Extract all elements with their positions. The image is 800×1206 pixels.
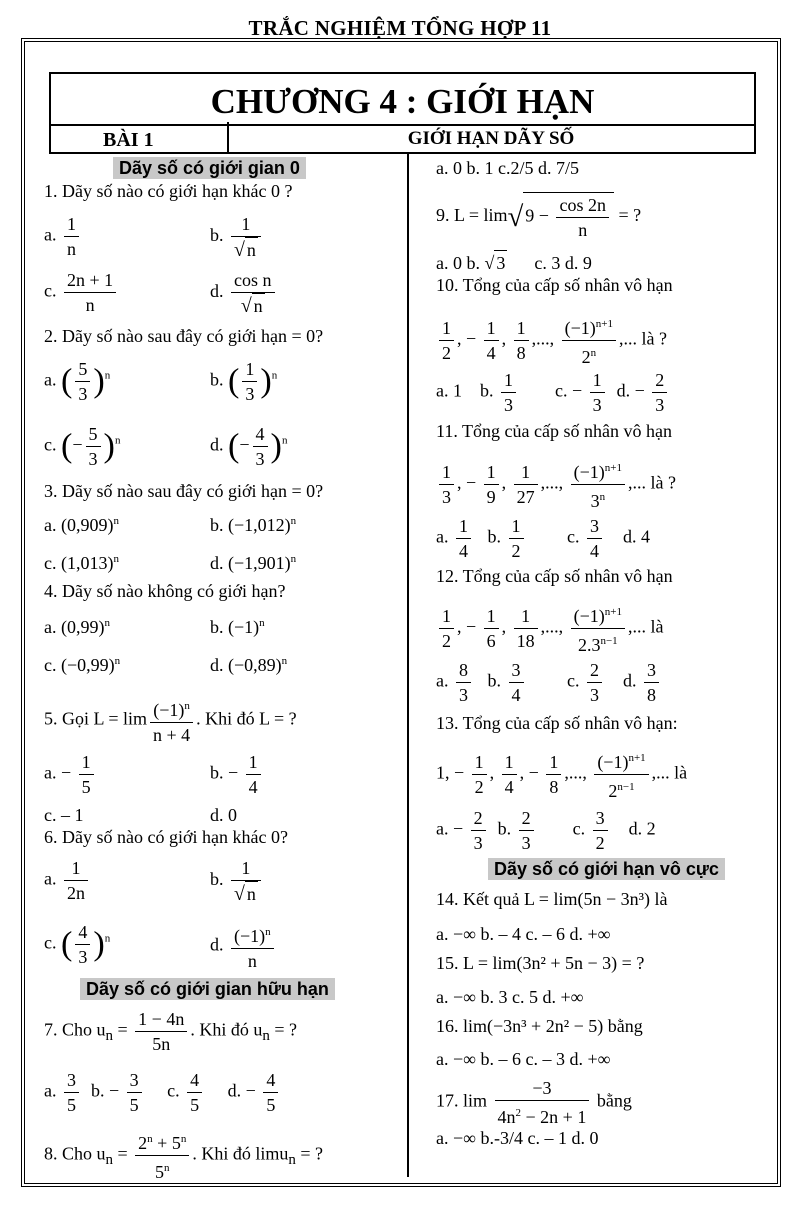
q3-option-b: b. $(-1,012)^n$ <box>210 515 297 535</box>
q1-option-a: a. $\frac{1}{n}$ <box>44 212 82 261</box>
lesson-header <box>49 122 756 154</box>
question-3: 3. Dãy số nào sau đây có giới hạn = 0? <box>44 481 324 501</box>
section-heading-infinite-limit: Dãy số có giới hạn vô cực <box>488 858 725 880</box>
chapter-title: CHƯƠNG 4 : GIỚI HẠN <box>49 72 756 126</box>
question-17: 17. lim $\frac{-3}{4n^2 - 2n + 1}$ bằng <box>436 1078 632 1127</box>
q7-options: a. $\frac{3}{5}$ b. − $\frac{3}{5}$ c. $\frac{4}{5}$ d. − $\frac{4}{5}$ <box>44 1068 281 1117</box>
q4-option-a: a. $(0,99)^n$ <box>44 617 110 637</box>
lesson-number: BÀI 1 <box>51 122 229 152</box>
question-15: 15. L = lim(3n² + 5n − 3) = ? <box>436 953 645 973</box>
q6-option-c: c. ( $\frac{4}{3}$ )$^n$ <box>44 922 111 967</box>
question-12: 12. Tổng của cấp số nhân vô hạn <box>436 566 673 586</box>
q14-options: a. −∞ b. – 4 c. – 6 d. +∞ <box>436 924 611 944</box>
q8-answers: a. 0 b. 1 c.2/5 d. 7/5 <box>436 158 579 178</box>
q10-series: $\frac{1}{2}$ , − $\frac{1}{4}$ , $\frac{1}{8}$ ,..., $\frac{(-1)^{n+1}}{2^n}$ ,... là ? <box>436 312 667 369</box>
q4-option-d: d. $(-0,89)^n$ <box>210 655 288 675</box>
question-5: 5. Gọi L = lim $\frac{(-1)^n}{n + 4}$ . Khi đó L = ? <box>44 694 297 747</box>
q9-options: a. 0 b. √ 3 c. 3 d. 9 <box>436 250 592 275</box>
q6-option-d: d. $\frac{(-1)^n}{n}$ <box>210 920 277 973</box>
question-8: 8. Cho $u_n$ = $\frac{2^n + 5^n}{5^n}$ . Khi đó limu$_n$ = ? <box>44 1127 323 1184</box>
column-divider <box>407 152 409 1177</box>
lesson-title: GIỚI HẠN DÃY SỐ <box>407 128 575 149</box>
q2-option-a: a. ( $\frac{5}{3}$ )$^n$ <box>44 359 111 404</box>
q6-option-b: b. $\frac{1}{√ n}$ <box>210 856 264 906</box>
q12-options: a. $\frac{8}{3}$ b. $\frac{3}{4}$ c. $\frac{2}{3}$ d. $\frac{3}{8}$ <box>436 658 662 707</box>
q11-options: a. $\frac{1}{4}$ b. $\frac{1}{2}$ c. $\frac{3}{4}$ d. 4 <box>436 516 650 561</box>
q1-option-d: d. $\frac{\text{cos n}}{√ n}$ <box>210 268 278 318</box>
q3-option-a: a. $(0,909)^n$ <box>44 515 119 535</box>
question-13: 13. Tổng của cấp số nhân vô hạn: <box>436 713 678 733</box>
q15-options: a. −∞ b. 3 c. 5 d. +∞ <box>436 987 584 1007</box>
question-2: 2. Dãy số nào sau đây có giới hạn = 0? <box>44 326 324 346</box>
question-10: 10. Tổng của cấp số nhân vô hạn <box>436 275 673 295</box>
q1-option-b: b. $\frac{1}{√ n}$ <box>210 212 264 262</box>
q4-option-b: b. $(-1)^n$ <box>210 617 265 637</box>
q2-option-b: b. ( $\frac{1}{3}$ )$^n$ <box>210 359 278 404</box>
section-heading-finite-limit: Dãy số có giới gian hữu hạn <box>80 978 335 1000</box>
question-1: 1. Dãy số nào có giới hạn khác 0 ? <box>44 181 293 201</box>
question-6: 6. Dãy số nào có giới hạn khác 0? <box>44 827 288 847</box>
question-14: 14. Kết quả L = lim(5n − 3n³) là <box>436 889 668 909</box>
q3-option-c: c. $(1,013)^n$ <box>44 553 119 573</box>
q4-option-c: c. $(-0,99)^n$ <box>44 655 121 675</box>
q5-option-b: b. − $\frac{1}{4}$ <box>210 750 264 799</box>
q17-options: a. −∞ b.-3/4 c. – 1 d. 0 <box>436 1128 599 1148</box>
question-11: 11. Tổng của cấp số nhân vô hạn <box>436 421 672 441</box>
q13-series: 1, − $\frac{1}{2}$ , $\frac{1}{4}$ , − $\frac{1}{8}$ ,..., $\frac{(-1)^{n+1}}{2^{n-1}}$ ,... là <box>436 746 687 803</box>
question-7: 7. Cho $u_n$ = $\frac{1 - 4n}{5n}$ . Khi đó $u_n$ = ? <box>44 1009 297 1054</box>
q5-option-c: c. – 1 <box>44 805 84 825</box>
section-heading-limit-zero: Dãy số có giới gian 0 <box>113 157 306 179</box>
q11-series: $\frac{1}{3}$ , − $\frac{1}{9}$ , $\frac{1}{27}$ ,..., $\frac{(-1)^{n+1}}{3^n}$ ,... là ? <box>436 456 676 513</box>
question-4: 4. Dãy số nào không có giới hạn? <box>44 581 286 601</box>
q13-options: a. − $\frac{2}{3}$ b. $\frac{2}{3}$ c. $\frac{3}{2}$ d. 2 <box>436 808 656 853</box>
question-9: 9. L = lim√ 9 − $\frac{\cos 2n}{n}$ = ? <box>436 192 641 242</box>
q5-option-a: a. − $\frac{1}{5}$ <box>44 750 97 799</box>
page-top-title: TRẮC NGHIỆM TỔNG HỢP 11 <box>248 16 552 40</box>
q10-options: a. 1 b. $\frac{1}{3}$ c. − $\frac{1}{3}$ d. − $\frac{2}{3}$ <box>436 368 670 417</box>
q5-option-d: d. 0 <box>210 805 237 825</box>
q1-option-c: c. $\frac{2n + 1}{n}$ <box>44 268 119 317</box>
question-16: 16. lim(−3n³ + 2n² − 5) bằng <box>436 1016 643 1036</box>
q16-options: a. −∞ b. – 6 c. – 3 d. +∞ <box>436 1049 611 1069</box>
q6-option-a: a. $\frac{1}{2n}$ <box>44 856 91 905</box>
q2-option-d: d. (− $\frac{4}{3}$ )$^n$ <box>210 424 288 469</box>
q3-option-d: d. $(-1,901)^n$ <box>210 553 297 573</box>
q2-option-c: c. (− $\frac{5}{3}$ )$^n$ <box>44 424 121 469</box>
q12-series: $\frac{1}{2}$ , − $\frac{1}{6}$ , $\frac{1}{18}$ ,..., $\frac{(-1)^{n+1}}{2.3^{n-1}}$ ,... là <box>436 600 664 657</box>
